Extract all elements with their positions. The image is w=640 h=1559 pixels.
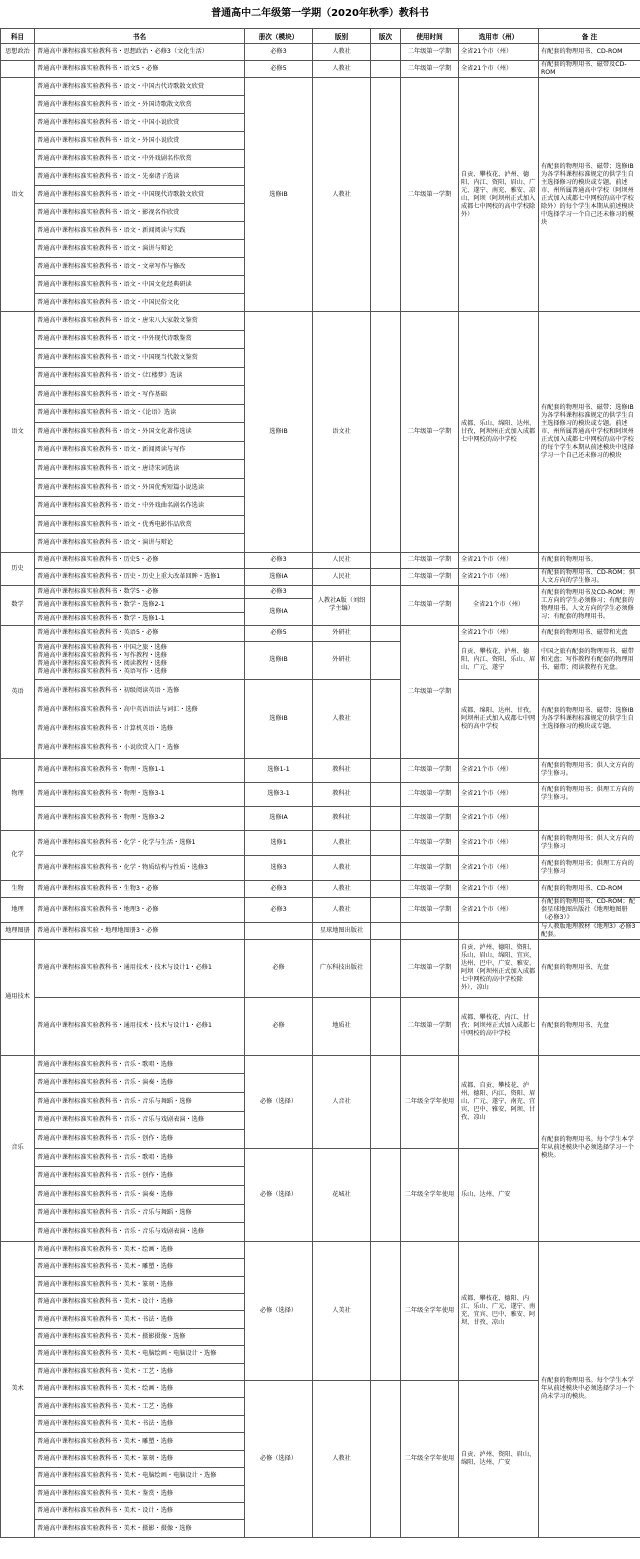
- note-cell: 有配套的物理用书；供理工方向的学生修习。: [539, 782, 640, 806]
- edition-cell: [371, 625, 401, 641]
- volume-cell: 选修ⅠB: [245, 641, 313, 679]
- col-header: 使用时间: [401, 29, 459, 44]
- book-cell: 普通高中课程标准实验教科书・语文・先秦诸子选读: [35, 168, 245, 186]
- edition-cell: [371, 758, 401, 782]
- volume-cell: 必修5: [245, 625, 313, 641]
- volume-cell: 必修（选择）: [245, 1241, 313, 1380]
- time-cell: 二年级第一学期: [401, 552, 459, 568]
- book-cell: 普通高中课程标准实验教科书・音乐・演奏・选修: [35, 1186, 245, 1205]
- volume-cell: 必修3: [245, 44, 313, 61]
- book-cell: 普通高中课程标准实验教科书・音乐・歌唱・选修: [35, 1055, 245, 1074]
- subject-cell: 生物: [1, 880, 35, 897]
- book-cell: 普通高中课程标准实验教科书・语文・文章写作与修改: [35, 258, 245, 276]
- book-cell: 普通高中课程标准实验教科书・历史・历史上重大改革回眸・选修1: [35, 568, 245, 585]
- edition-cell: [371, 1241, 401, 1380]
- volume-cell: 选修ⅠA: [245, 806, 313, 830]
- note-cell: 有配套的物理用书、CD-ROM: [539, 44, 640, 61]
- book-cell: 普通高中课程标准实验教科书・音乐・创作・选修: [35, 1130, 245, 1149]
- publisher-cell: 花城社: [313, 1148, 371, 1241]
- time-cell: 二年级第一学期: [401, 758, 459, 782]
- book-cell: 普通高中课程标准实验教科书・语文・演讲与辩论: [35, 534, 245, 553]
- publisher-cell: 教科社: [313, 782, 371, 806]
- time-cell: 二年级全学年使用: [401, 1381, 459, 1538]
- book-cell: 普通高中课程标准实验教科书・美术・电脑绘画・电脑设计・选修: [35, 1346, 245, 1363]
- volume-cell: 选修ⅠB: [245, 679, 313, 758]
- book-cell: 普通高中课程标准实验教科书・美术・工艺・选修: [35, 1398, 245, 1415]
- edition-cell: [371, 679, 401, 758]
- note-cell: 有配套的物理用书、光盘: [539, 939, 640, 997]
- time-cell: 二年级第一学期: [401, 855, 459, 880]
- book-cell: 普通高中课程标准实验教科书・语文・中国小说欣赏: [35, 114, 245, 132]
- volume-cell: 选修ⅠB: [245, 312, 313, 553]
- volume-cell: 必修: [245, 997, 313, 1055]
- note-cell: 有配套的物理用书；供人文方向的学生修习: [539, 830, 640, 855]
- time-cell: 二年级第一学期: [401, 78, 459, 312]
- book-cell: 普通高中课程标准实验教科书・语文・优秀电影作品欣赏: [35, 515, 245, 534]
- time-cell: 二年级第一学期: [401, 61, 459, 78]
- book-cell: 普通高中课程标准实验教科书・语文・唐诗宋词选读: [35, 460, 245, 479]
- publisher-cell: 地质社: [313, 997, 371, 1055]
- table-row: [1, 855, 640, 880]
- edition-cell: [371, 939, 401, 997]
- volume-cell: 选修1-1: [245, 758, 313, 782]
- book-line: 普通高中课程标准实验教科书・计算机英语・选修: [37, 724, 174, 732]
- publisher-cell: 人教社: [313, 78, 371, 312]
- region-cell: 全省21个市（州）: [459, 552, 539, 568]
- note-cell: 有配套的物理用书、磁带及CD-ROM: [539, 61, 640, 78]
- region-cell: 全省21个市（州）: [459, 44, 539, 61]
- table-row: [1, 44, 640, 61]
- edition-cell: [371, 585, 401, 625]
- region-cell: 全省21个市（州）: [459, 897, 539, 922]
- table-row: [1, 782, 640, 806]
- region-cell: 成都、攀枝花、德阳、内江、乐山、广元、遂宁、南充、宜宾、巴中、雅安、阿坝、甘孜、凉山: [459, 1241, 539, 1380]
- book-cell: 普通高中课程标准实验教科书・美术・绘画・选修: [35, 1241, 245, 1258]
- book-line: 普通高中课程标准实验教科书・中国之旅・选修: [37, 644, 167, 652]
- publisher-cell: 人音社: [313, 1055, 371, 1148]
- book-cell: 普通高中课程标准实验教科书・生物3・必修: [35, 880, 245, 897]
- time-cell: 二年级第一学期: [401, 806, 459, 830]
- region-cell: 成都、攀枝花、内江、甘孜；阿坝州正式加入成都七中网校的高中学校: [459, 997, 539, 1055]
- book-cell: 普通高中课程标准实验教科书・美术・摄影摄像・选修: [35, 1328, 245, 1345]
- edition-cell: [371, 552, 401, 568]
- time-cell: 二年级第一学期: [401, 880, 459, 897]
- note-cell: 有配套的物理用书。每个学生本学年从前述模块中必须选择学习一个尚未学习的模块。: [539, 1241, 640, 1537]
- book-cell: 普通高中课程标准实验教科书・音乐・歌唱・选修: [35, 1148, 245, 1167]
- book-cell: 普通高中课程标准实验教科书・通用技术・技术与设计1・必修1: [35, 939, 245, 997]
- subject-cell: 思想政治: [1, 44, 35, 61]
- book-cell: 普通高中课程标准实验教科书・美术・鉴赏・选修: [35, 1485, 245, 1502]
- note-cell: 有配套的物理用书、磁带和光盘: [539, 625, 640, 641]
- region-cell: 自贡、泸州、资阳、眉山、绵阳、达州、广安: [459, 1381, 539, 1538]
- time-cell: 二年级第一学期: [401, 585, 459, 625]
- subject-cell: 语文: [1, 78, 35, 312]
- edition-cell: [371, 806, 401, 830]
- volume-cell: 选修3-1: [245, 782, 313, 806]
- book-cell: 普通高中课程标准实验教科书・美术・设计・选修: [35, 1502, 245, 1519]
- volume-cell: [245, 922, 313, 939]
- col-header: 选用市（州）: [459, 29, 539, 44]
- subject-cell: 物理: [1, 758, 35, 830]
- book-cell: 普通高中课程标准实验・地理地图册3・必修: [35, 922, 245, 939]
- volume-cell: 必修: [245, 939, 313, 997]
- volume-cell: 选修3: [245, 855, 313, 880]
- book-cell: 普通高中课程标准实验教科书・语文・中外戏曲名剧名作选读: [35, 497, 245, 516]
- publisher-cell: 教科社: [313, 758, 371, 782]
- publisher-cell: 人美社: [313, 1241, 371, 1380]
- book-cell: 普通高中课程标准实验教科书・音乐・音乐与舞蹈・选修: [35, 1204, 245, 1223]
- subject-cell: 地理图册: [1, 922, 35, 939]
- subject-cell: 历史: [1, 552, 35, 585]
- edition-cell: [371, 1055, 401, 1148]
- publisher-cell: 星球地图出版社: [313, 922, 371, 939]
- volume-cell: 必修5: [245, 61, 313, 78]
- edition-cell: [371, 61, 401, 78]
- book-cell: 普通高中课程标准实验教科书・语文・外国文化著作选读: [35, 423, 245, 442]
- region-cell: 全省21个市（州）: [459, 880, 539, 897]
- region-cell: 全省21个市（州）: [459, 782, 539, 806]
- book-line: 普通高中课程标准实验教科书・写作教程・选修: [37, 652, 167, 660]
- book-cell: 普通高中课程标准实验教科书・音乐・音乐与戏剧表演・选修: [35, 1111, 245, 1130]
- publisher-cell: 人教社: [313, 1381, 371, 1538]
- time-cell: 二年级第一学期: [401, 939, 459, 997]
- volume-cell: 必修3: [245, 585, 313, 598]
- book-cell: 普通高中课程标准实验教科书・美术・电脑绘画・电脑设计・选修: [35, 1468, 245, 1485]
- note-cell: 有配套的物理用书、CD-ROM: [539, 880, 640, 897]
- volume-cell: 选修ⅠA: [245, 599, 313, 626]
- table-row: [1, 1055, 640, 1074]
- edition-cell: [371, 1148, 401, 1241]
- book-cell: 普通高中课程标准实验教科书・语文・《论语》选读: [35, 404, 245, 423]
- book-cell: 普通高中课程标准实验教科书・物理・选修3-2: [35, 806, 245, 830]
- table-row: [1, 1241, 640, 1258]
- publisher-cell: 人民社: [313, 568, 371, 585]
- book-cell: 普通高中课程标准实验教科书・地理3・必修: [35, 897, 245, 922]
- table-row: [1, 997, 640, 1055]
- publisher-cell: 外研社: [313, 625, 371, 641]
- note-cell: 有配套的物理用书。每个学生本学年从前述模块中必须选择学习一个模块。: [539, 1055, 640, 1241]
- subject-cell: [1, 61, 35, 78]
- note-cell: 有配套的物理用书、磁带；选修IB为各学科课程标准规定的供学生自主选择修习的模块或专题。: [539, 679, 640, 758]
- subject-cell: 数学: [1, 585, 35, 625]
- book-cell: 普通高中课程标准实验教科书・数学5・必修: [35, 585, 245, 598]
- subject-cell: 语文: [1, 312, 35, 553]
- edition-cell: [371, 1381, 401, 1538]
- time-cell: 二年级第一学期: [401, 44, 459, 61]
- time-cell: 二年级第一学期: [401, 625, 459, 758]
- book-cell: [35, 679, 245, 758]
- book-cell: 普通高中课程标准实验教科书・语文・新闻阅读与写作: [35, 441, 245, 460]
- book-cell: 普通高中课程标准实验教科书・美术・雕塑・选修: [35, 1259, 245, 1276]
- publisher-cell: 教科社: [313, 806, 371, 830]
- book-cell: 普通高中课程标准实验教科书・语文・中国民俗文化: [35, 294, 245, 312]
- volume-cell: 必修3: [245, 880, 313, 897]
- publisher-cell: 人教社: [313, 61, 371, 78]
- edition-cell: [371, 880, 401, 897]
- book-line: 普通高中课程标准实验教科书・高中英语语法与词汇・选修: [37, 705, 198, 713]
- book-cell: 普通高中课程标准实验教科书・美术・绘画・选修: [35, 1381, 245, 1398]
- table-row: [1, 312, 640, 331]
- region-cell: 成都、乐山、绵阳、达州、甘孜，阿坝州正式加入成都七中网校的高中学校: [459, 312, 539, 553]
- book-cell: 普通高中课程标准实验教科书・历史5・必修: [35, 552, 245, 568]
- col-header: 书名: [35, 29, 245, 44]
- region-cell: 乐山、达州、广安: [459, 1148, 539, 1241]
- publisher-cell: 人民社: [313, 552, 371, 568]
- col-header: 册次（模块）: [245, 29, 313, 44]
- subject-cell: 通用技术: [1, 939, 35, 1055]
- time-cell: 二年级全学年使用: [401, 1055, 459, 1148]
- region-cell: 成都、绵阳、达州、甘孜，阿坝州正式加入成都七中网校的高中学校: [459, 679, 539, 758]
- edition-cell: [371, 922, 401, 939]
- book-cell: 普通高中课程标准实验教科书・美术・书法・选修: [35, 1311, 245, 1328]
- publisher-cell: 语文社: [313, 312, 371, 553]
- book-cell: 普通高中课程标准实验教科书・语文・《红楼梦》选读: [35, 367, 245, 386]
- book-cell: 普通高中课程标准实验教科书・数学・选修2-1: [35, 599, 245, 612]
- book-cell: 普通高中课程标准实验教科书・美术・雕塑・选修: [35, 1433, 245, 1450]
- table-row: [1, 880, 640, 897]
- book-cell: 普通高中课程标准实验教科书・语文5・必修: [35, 61, 245, 78]
- volume-cell: 必修（选择）: [245, 1148, 313, 1241]
- book-cell: 普通高中课程标准实验教科书・化学・物质结构与性质・选修3: [35, 855, 245, 880]
- book-cell: 普通高中课程标准实验教科书・语文・外国诗歌散文欣赏: [35, 96, 245, 114]
- textbook-table: [0, 28, 640, 1538]
- volume-cell: 选修1: [245, 830, 313, 855]
- table-row: [1, 625, 640, 641]
- time-cell: 二年级第一学期: [401, 997, 459, 1055]
- region-cell: 自贡、泸州、德阳、资阳、乐山、眉山、绵阳、宜宾、达州、巴中、广安、雅安、阿坝（阿坝州正式加入成都七中网校的高中学校除外）、凉山: [459, 939, 539, 997]
- subject-cell: 英语: [1, 625, 35, 758]
- time-cell: 二年级全学年使用: [401, 1241, 459, 1380]
- book-cell: 普通高中课程标准实验教科书・语文・中国现当代散文鉴赏: [35, 349, 245, 368]
- volume-cell: 必修（选择）: [245, 1381, 313, 1538]
- subject-cell: 音乐: [1, 1055, 35, 1241]
- publisher-cell: 人教社: [313, 897, 371, 922]
- edition-cell: [371, 897, 401, 922]
- region-cell: 全省21个市（州）: [459, 758, 539, 782]
- edition-cell: [371, 78, 401, 312]
- book-cell: 普通高中课程标准实验教科书・语文・中国现代诗歌散文欣赏: [35, 186, 245, 204]
- col-header: 版别: [313, 29, 371, 44]
- note-cell: 有配套的物理用书；供理工方向的学生修习: [539, 855, 640, 880]
- publisher-cell: 外研社: [313, 641, 371, 679]
- book-cell: 普通高中课程标准实验教科书・美术・工艺・选修: [35, 1363, 245, 1380]
- note-cell: 有配套的物理用书、CD-ROM；供人文方向的学生修习。: [539, 568, 640, 585]
- edition-cell: [371, 44, 401, 61]
- book-cell: 普通高中课程标准实验教科书・语文・写作基础: [35, 386, 245, 405]
- time-cell: 二年级全学年使用: [401, 1148, 459, 1241]
- publisher-cell: 人教社: [313, 44, 371, 61]
- table-row: [1, 641, 640, 679]
- subject-cell: 美术: [1, 1241, 35, 1537]
- book-cell: 普通高中课程标准实验教科书・音乐・音乐与舞蹈・选修: [35, 1093, 245, 1112]
- book-cell: 普通高中课程标准实验教科书・物理・选修1-1: [35, 758, 245, 782]
- col-header: 版次: [371, 29, 401, 44]
- region-cell: [459, 922, 539, 939]
- publisher-cell: 广东科技出版社: [313, 939, 371, 997]
- book-line: 普通高中课程标准实验教科书・阅读教程・选修: [37, 660, 167, 668]
- volume-cell: 选修ⅠB: [245, 78, 313, 312]
- time-cell: 二年级第一学期: [401, 897, 459, 922]
- book-cell: 普通高中课程标准实验教科书・语文・影视名作欣赏: [35, 204, 245, 222]
- table-row: [1, 568, 640, 585]
- subject-cell: 化学: [1, 830, 35, 880]
- time-cell: 二年级第一学期: [401, 782, 459, 806]
- table-row: [1, 552, 640, 568]
- book-cell: [35, 641, 245, 679]
- region-cell: 全省21个市（州）: [459, 855, 539, 880]
- publisher-cell: 人教社: [313, 830, 371, 855]
- table-row: [1, 679, 640, 758]
- book-cell: 普通高中课程标准实验教科书・音乐・演奏・选修: [35, 1074, 245, 1093]
- book-cell: 普通高中课程标准实验教科书・语文・新闻阅读与实践: [35, 222, 245, 240]
- page-title: 普通高中二年级第一学期（2020年秋季）教科书: [211, 8, 429, 19]
- region-cell: 成都、自贡、攀枝花、泸州、德阳、内江、资阳、眉山、广元、遂宁、南充、宜宾、巴中、雅安、阿坝、甘孜、凉山: [459, 1055, 539, 1148]
- time-cell: 二年级第一学期: [401, 568, 459, 585]
- book-cell: 普通高中课程标准实验教科书・思想政治・必修3（文化生活）: [35, 44, 245, 61]
- region-cell: 全省21个市（州）: [459, 806, 539, 830]
- book-cell: 普通高中课程标准实验教科书・语文・演讲与辩论: [35, 240, 245, 258]
- table-row: [1, 758, 640, 782]
- book-line: 普通高中课程标准实验教科书・小说欣赏入门・选修: [37, 743, 180, 751]
- table-row: [1, 585, 640, 598]
- note-cell: 有配套的物理用书、CD-ROM；配套星球地图出版社《地理地图册（必修3）》: [539, 897, 640, 922]
- book-cell: 普通高中课程标准实验教科书・美术・设计・选修: [35, 1294, 245, 1311]
- book-cell: 普通高中课程标准实验教科书・语文・外国优秀短篇小说选读: [35, 478, 245, 497]
- region-cell: 全省21个市（州）: [459, 568, 539, 585]
- volume-cell: 选修ⅠA: [245, 568, 313, 585]
- publisher-cell: 人教社: [313, 880, 371, 897]
- note-cell: 有配套的物理用书、磁带；选修IB为各学科课程标准规定的供学生自主选择修习的模块或专题。前述市、州所属普通高中学校（阿坝州正式加入成都七中网校的高中学校除外）的每个学生本期从前述模块中选择学习一个自己还未修习的模块: [539, 78, 640, 312]
- note-cell: 与人教版地理教材《地理3》必修3配套。: [539, 922, 640, 939]
- book-line: 普通高中课程标准实验教科书・初级阅读英语・选修: [37, 686, 180, 694]
- edition-cell: [371, 782, 401, 806]
- book-cell: 普通高中课程标准实验教科书・语文・中国古代诗歌散文欣赏: [35, 78, 245, 96]
- region-cell: 全省21个市（州）: [459, 625, 539, 641]
- book-cell: 普通高中课程标准实验教科书・美术・篆刻・选修: [35, 1450, 245, 1467]
- book-cell: 普通高中课程标准实验教科书・数学・选修1-1: [35, 612, 245, 625]
- region-cell: 自贡、攀枝花、泸州、德阳、内江、资阳、乐山、眉山、广元、遂宁: [459, 641, 539, 679]
- book-cell: 普通高中课程标准实验教科书・语文・中外戏剧名作欣赏: [35, 150, 245, 168]
- region-cell: 全省21个市（州）: [459, 585, 539, 625]
- book-cell: 普通高中课程标准实验教科书・美术・篆刻・选修: [35, 1276, 245, 1293]
- publisher-cell: 人教社: [313, 679, 371, 758]
- note-cell: 有配套的物理用书；供人文方向的学生修习。: [539, 758, 640, 782]
- col-header: 备 注: [539, 29, 640, 44]
- book-cell: 普通高中课程标准实验教科书・物理・选修3-1: [35, 782, 245, 806]
- book-cell: 普通高中课程标准实验教科书・音乐・音乐与戏剧表演・选修: [35, 1223, 245, 1242]
- volume-cell: 必修3: [245, 897, 313, 922]
- book-cell: 普通高中课程标准实验教科书・语文・中外现代诗歌鉴赏: [35, 330, 245, 349]
- note-cell: 有配套的物理用书。: [539, 552, 640, 568]
- note-cell: [539, 806, 640, 830]
- subject-cell: 地理: [1, 897, 35, 922]
- note-cell: 有配套的物理用书、光盘: [539, 997, 640, 1055]
- edition-cell: [371, 641, 401, 679]
- edition-cell: [371, 312, 401, 553]
- edition-cell: [371, 997, 401, 1055]
- publisher-cell: 人教社A版（刘绍学主编）: [313, 585, 371, 625]
- book-cell: 普通高中课程标准实验教科书・化学・化学与生活・选修1: [35, 830, 245, 855]
- table-row: [1, 939, 640, 997]
- region-cell: 全省21个市（州）: [459, 61, 539, 78]
- book-cell: 普通高中课程标准实验教科书・音乐・创作・选修: [35, 1167, 245, 1186]
- region-cell: 自贡、攀枝花、泸州、德阳、内江、资阳、眉山、广元、遂宁、南充、雅安、凉山、阿坝（阿坝州正式加入成都七中网校的高中学校除外）: [459, 78, 539, 312]
- col-header: 科目: [1, 29, 35, 44]
- book-cell: 普通高中课程标准实验教科书・美术・摄影・摄像・选修: [35, 1520, 245, 1537]
- table-row: [1, 61, 640, 78]
- edition-cell: [371, 855, 401, 880]
- book-cell: 普通高中课程标准实验教科书・语文・唐宋八大家散文鉴赏: [35, 312, 245, 331]
- table-row: [1, 897, 640, 922]
- note-cell: 有配套的物理用书、磁带；选修IB为各学科课程标准规定的供学生自主选择修习的模块或专题。前述市、州所属普通高中学校和阿坝州正式加入成都七中网校的高中学校的每个学生本期从前述模块中选择学习一个自己还未修习的模块: [539, 312, 640, 553]
- book-cell: 普通高中课程标准实验教科书・语文・外国小说欣赏: [35, 132, 245, 150]
- table-row: [1, 78, 640, 96]
- note-cell: 中国之旅有配套的物理用书、磁带和光盘；写作教程有配套的物理用书、磁带；阅读教程有光盘。: [539, 641, 640, 679]
- time-cell: 二年级第一学期: [401, 830, 459, 855]
- volume-cell: 必修（选择）: [245, 1055, 313, 1148]
- region-cell: 全省21个市（州）: [459, 830, 539, 855]
- book-cell: 普通高中课程标准实验教科书・语文・中国文化经典研读: [35, 276, 245, 294]
- table-row: [1, 806, 640, 830]
- volume-cell: 必修3: [245, 552, 313, 568]
- edition-cell: [371, 830, 401, 855]
- time-cell: 二年级第一学期: [401, 312, 459, 553]
- table-row: [1, 830, 640, 855]
- header-row: [1, 29, 640, 44]
- note-cell: 有配套的物理用书及CD-ROM；理工方向的学生必须修习；有配套的物理用书。人文方向的学生必须修习；有配套的物理用书。: [539, 585, 640, 625]
- book-cell: 普通高中课程标准实验教科书・美术・书法・选修: [35, 1415, 245, 1432]
- time-cell: [401, 922, 459, 939]
- book-line: 普通高中课程标准实验教科书・英语写作・选修: [37, 668, 167, 676]
- book-cell: 普通高中课程标准实验教科书・通用技术・技术与设计1・必修1: [35, 997, 245, 1055]
- publisher-cell: 人教社: [313, 855, 371, 880]
- book-cell: 普通高中课程标准实验教科书・英语5・必修: [35, 625, 245, 641]
- edition-cell: [371, 568, 401, 585]
- table-row: [1, 922, 640, 939]
